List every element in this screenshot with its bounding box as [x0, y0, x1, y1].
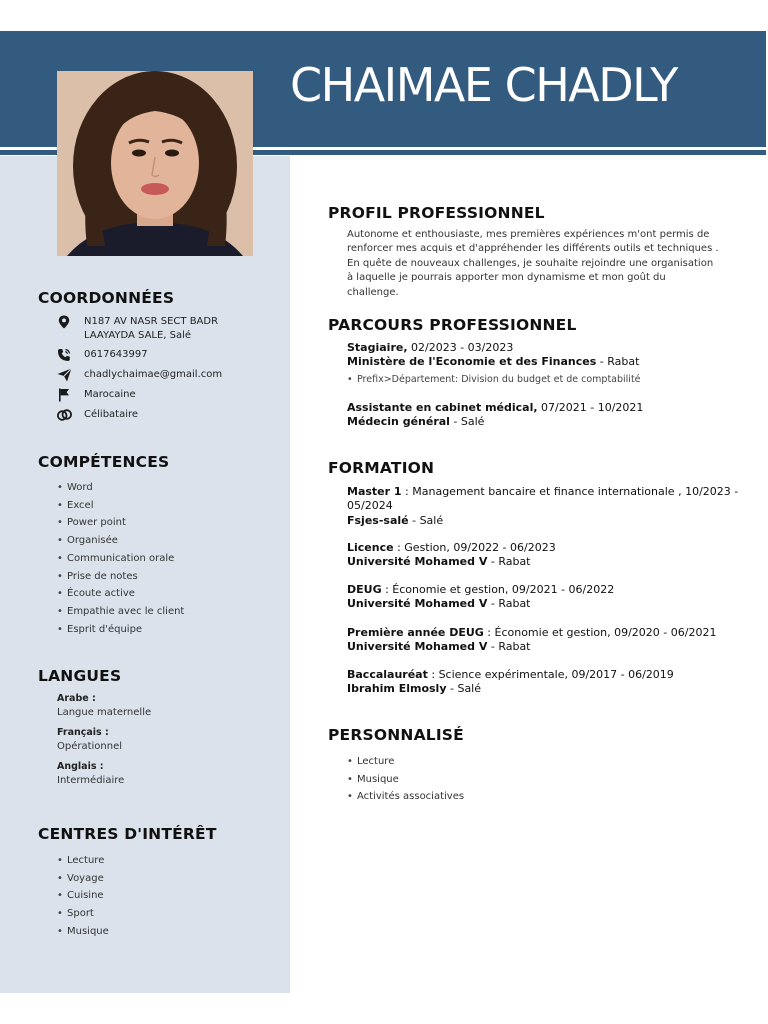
skills-title: COMPÉTENCES — [38, 453, 170, 471]
degree: Baccalauréat — [347, 668, 428, 681]
list-item: • Musique — [57, 923, 109, 941]
list-item: • Communication orale — [57, 550, 184, 568]
contact-address — [55, 315, 218, 343]
rings-icon — [55, 408, 73, 422]
custom-list — [347, 753, 464, 806]
language-level: Langue maternelle — [57, 707, 152, 718]
language-item — [57, 692, 151, 720]
school: Université Mohamed V — [347, 597, 488, 611]
phone-icon — [55, 348, 73, 362]
language-name: Anglais : — [57, 761, 104, 772]
job-dates: 07/2021 - 10/2021 — [537, 401, 644, 414]
school-location: - Rabat — [487, 597, 531, 611]
list-item: • Esprit d'équipe — [57, 621, 184, 639]
profile-summary: Autonome et enthousiaste, mes premières expériences m'ont permis de renforcer mes acquis et d'appréhender les différents outils et techniques . En quête de nouveaux challenges, je souhaite rejoindre une organisation à laquelle je pourrais apporter mon dynamisme et mon goût du challenge. — [347, 229, 719, 298]
job-organization: Ministère de l'Economie et des Finances — [347, 355, 597, 369]
language-level: Opérationnel — [57, 741, 123, 752]
email-address: chadlychaimae@gmail.com — [84, 369, 223, 380]
list-item: • Organisée — [57, 532, 184, 550]
education-item — [347, 626, 716, 655]
send-icon — [55, 368, 73, 382]
school-location: - Salé — [446, 682, 482, 696]
language-item — [57, 760, 124, 788]
degree-detail: : Économie et gestion, 09/2021 - 06/2022 — [381, 583, 615, 596]
degree-detail: : Économie et gestion, 09/2020 - 06/2021 — [483, 626, 717, 639]
list-item: • Musique — [347, 771, 464, 789]
language-level: Intermédiaire — [57, 775, 125, 786]
education-item — [347, 583, 614, 612]
school-location: - Salé — [408, 513, 444, 527]
education-title: FORMATION — [328, 459, 435, 477]
contact-marital-status — [55, 408, 138, 422]
skills-list — [57, 479, 184, 638]
language-name: Français : — [57, 727, 109, 738]
education-item — [347, 668, 674, 697]
list-item: • Lecture — [57, 852, 109, 870]
list-item: • Word — [57, 479, 184, 497]
degree-detail: : Science expérimentale, 09/2017 - 06/2019 — [427, 668, 674, 681]
phone-number: 0617643997 — [84, 349, 148, 360]
degree-detail-continued: 05/2024 — [347, 499, 393, 513]
degree: Licence — [347, 541, 394, 554]
list-item: • Excel — [57, 497, 184, 515]
candidate-name: CHAIMAE CHADLY — [290, 58, 677, 112]
contact-title: COORDONNÉES — [38, 289, 175, 307]
contact-nationality — [55, 388, 136, 402]
list-item: • Voyage — [57, 870, 109, 888]
list-item: • Sport — [57, 905, 109, 923]
degree-detail: : Management bancaire et finance internationale , 10/2023 - — [401, 485, 739, 498]
flag-icon — [55, 388, 73, 402]
language-item — [57, 726, 122, 754]
job-dates: 02/2023 - 03/2023 — [407, 341, 514, 354]
job-role: Assistante en cabinet médical, — [347, 401, 538, 414]
degree: DEUG — [347, 583, 382, 596]
degree-detail: : Gestion, 09/2022 - 06/2023 — [393, 541, 556, 554]
education-item — [347, 485, 738, 528]
address-line-1: N187 AV NASR SECT BADR — [84, 316, 219, 327]
school: Université Mohamed V — [347, 640, 488, 654]
school-location: - Rabat — [487, 555, 531, 569]
address-line-2: LAAYAYDA SALE, Salé — [84, 330, 192, 341]
education-item — [347, 541, 556, 570]
interests-title: CENTRES D'INTÉRÊT — [38, 825, 217, 843]
list-item: • Lecture — [347, 753, 464, 771]
experience-title: PARCOURS PROFESSIONNEL — [328, 316, 577, 334]
school: Fsjes-salé — [347, 513, 409, 527]
job-location: - Rabat — [596, 355, 640, 369]
list-item: • Activités associatives — [347, 788, 464, 806]
experience-item — [347, 401, 643, 430]
nationality: Marocaine — [84, 389, 136, 400]
degree: Master 1 — [347, 485, 402, 498]
school-location: - Rabat — [487, 640, 531, 654]
school: Ibrahim Elmosly — [347, 682, 447, 696]
list-item: • Cuisine — [57, 887, 109, 905]
experience-item — [347, 341, 641, 387]
custom-title: PERSONNALISÉ — [328, 726, 464, 744]
school: Université Mohamed V — [347, 555, 488, 569]
language-name: Arabe : — [57, 693, 96, 704]
job-note: • Prefix>Département: Division du budget et de comptabilité — [347, 373, 641, 387]
degree: Première année DEUG — [347, 626, 484, 639]
location-pin-icon — [55, 315, 73, 329]
job-organization: Médecin général — [347, 415, 450, 429]
job-role: Stagiaire, — [347, 341, 408, 354]
marital-status: Célibataire — [84, 409, 139, 420]
profile-title: PROFIL PROFESSIONNEL — [328, 204, 545, 222]
profile-photo — [57, 71, 253, 256]
contact-email — [55, 368, 222, 382]
interests-list — [57, 852, 109, 941]
job-location: - Salé — [449, 415, 485, 429]
contact-phone — [55, 348, 148, 362]
list-item: • Power point — [57, 514, 184, 532]
list-item: • Prise de notes — [57, 568, 184, 586]
list-item: • Empathie avec le client — [57, 603, 184, 621]
languages-title: LANGUES — [38, 667, 122, 685]
list-item: • Écoute active — [57, 585, 184, 603]
